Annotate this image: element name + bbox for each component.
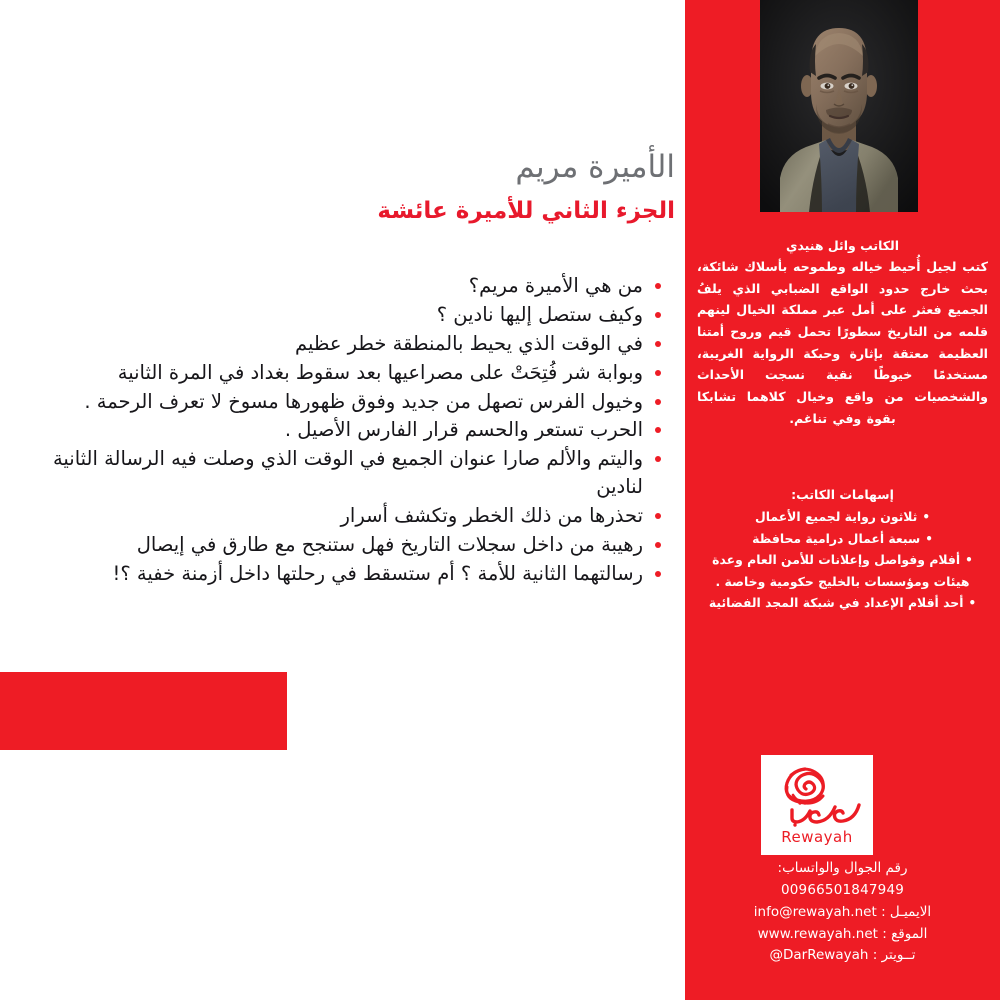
website-value[interactable]: www.rewayah.net: [757, 925, 878, 942]
contact-website-row: [695, 924, 990, 946]
author-photo: [760, 0, 918, 212]
twitter-label: تــويتر: [881, 947, 916, 964]
list-item: • سبعة أعمال درامية محافظة: [695, 528, 990, 550]
publisher-logo: [761, 755, 873, 855]
author-bio-block: [697, 238, 988, 429]
author-side-panel: [685, 0, 1000, 1000]
red-accent-bar: [0, 672, 287, 750]
list-item: • ثلاثون رواية لجميع الأعمال: [695, 506, 990, 528]
list-item: • أحد أقلام الإعداد في شبكة المجد الفضائية: [695, 592, 990, 614]
contributions-block: [695, 487, 990, 614]
book-highlights-list: [25, 272, 665, 589]
list-item: واليتم والألم صارا عنوان الجميع في الوقت الذي وصلت فيه الرسالة الثانية لنادين: [25, 445, 665, 501]
author-name-heading: الكاتب وائل هنيدي: [785, 238, 900, 253]
email-value[interactable]: info@rewayah.net: [753, 903, 877, 920]
phone-number[interactable]: 00966501847949: [780, 881, 905, 898]
logo-latin-text: Rewayah: [781, 828, 853, 846]
rewayah-logo-icon: [767, 761, 867, 849]
list-item: الحرب تستعر والحسم قرار الفارس الأصيل .: [25, 416, 665, 444]
contact-phone-label: رقم الجوال والواتساب:: [777, 860, 908, 876]
separator: :: [872, 947, 878, 964]
list-item: تحذرها من ذلك الخطر وتكشف أسرار: [25, 502, 665, 530]
contact-block: [695, 858, 990, 967]
email-label: الايميـل: [889, 903, 932, 920]
list-item: من هي الأميرة مريم؟: [25, 272, 665, 300]
contributions-heading: إسهامات الكاتب:: [791, 487, 894, 502]
page-subtitle: الجزء الثاني للأميرة عائشة: [377, 197, 675, 224]
separator: :: [882, 925, 887, 942]
list-item: • أفلام وفواصل وإعلانات للأمن العام وعدة هيئات ومؤسسات بالخليج حكومية وخاصة .: [695, 549, 990, 592]
contact-email-row: [695, 902, 990, 924]
contact-phone-value: [695, 880, 990, 902]
separator: :: [881, 903, 886, 920]
contact-twitter-row: [695, 945, 990, 967]
list-item: في الوقت الذي يحيط بالمنطقة خطر عظيم: [25, 330, 665, 358]
list-item: وخيول الفرس تصهل من جديد وفوق ظهورها مسوخ لا تعرف الرحمة .: [25, 388, 665, 416]
list-item: وكيف ستصل إليها نادين ؟: [25, 301, 665, 329]
title-block: [35, 148, 675, 226]
twitter-value[interactable]: @DarRewayah: [769, 947, 869, 964]
list-item: وبوابة شر فُتِحَتْ على مصراعيها بعد سقوط بغداد في المرة الثانية: [25, 359, 665, 387]
list-item: رهيبة من داخل سجلات التاريخ فهل ستنجح مع طارق في إيصال: [25, 531, 665, 559]
page-title: الأميرة مريم: [515, 149, 675, 185]
author-bio-text: كتب لجيل أُحيط خياله وطموحه بأسلاك شائكة، بحث خارج حدود الواقع الضبابي الذي يلفُ الجميع فعثر على أمل عبر مملكة الخيال لينهم قلمه من التاريخ سطورًا تحمل قيم وروح أمتنا العظيمة معتقة بإثارة وحبكة الرواية الغريبة، مستخدمًا خيوطًا نقية نسجت الأحداث والشخصيات من واقع وخيال كلاهما تشابكا بقوة وفي تناغم.: [697, 259, 988, 426]
list-item: رسالتهما الثانية للأمة ؟ أم ستسقط في رحلتها داخل أزمنة خفية ؟!: [25, 560, 665, 588]
website-label: الموقع: [891, 925, 928, 942]
contributions-list: [695, 506, 990, 614]
